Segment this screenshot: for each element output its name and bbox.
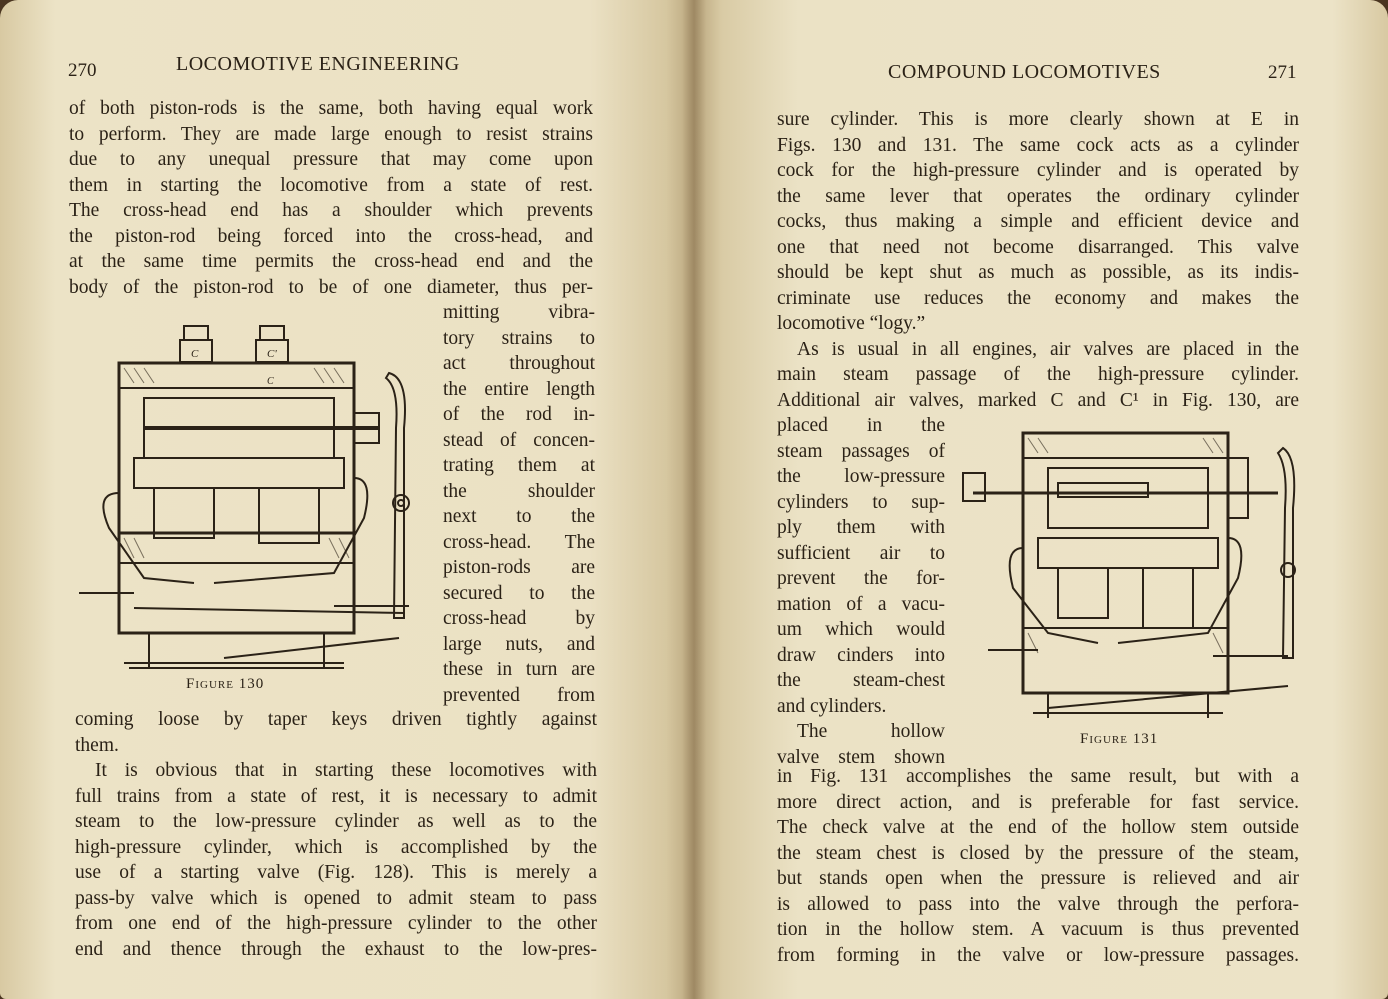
- text-line: secured to the: [443, 582, 595, 604]
- text-line: the low-pressure: [777, 466, 945, 487]
- text-line: mitting vibra-: [443, 302, 595, 323]
- right-page: [694, 0, 1388, 999]
- text-line: prevented from: [443, 684, 595, 706]
- text-line: high-pressure cylinder, which is accomplished by the: [75, 836, 597, 858]
- text-line: use of a starting valve (Fig. 128). This is merely a: [75, 862, 597, 883]
- label-c: C: [191, 348, 199, 360]
- text-line: more direct action, and is preferable for fast service.: [777, 791, 1299, 813]
- text-line: steam passages of: [777, 440, 945, 462]
- text-line: main steam passage of the high-pressure cylinder.: [777, 364, 1299, 385]
- text-line: of both piston-rods is the same, both having equal work: [69, 98, 593, 119]
- text-line: ply them with: [777, 517, 945, 538]
- text-line: due to any unequal pressure that may come upon: [69, 149, 593, 170]
- text-line: to perform. They are made large enough to resist strains: [69, 123, 593, 145]
- text-line: prevent the for-: [777, 568, 945, 589]
- body-text-bottom: [777, 764, 1299, 968]
- text-line: full trains from a state of rest, it is necessary to admit: [75, 785, 597, 807]
- text-line: um which would: [777, 619, 945, 640]
- text-line: the piston-rod being forced into the cross-head, and: [69, 225, 593, 247]
- figure-131-illustration: [958, 428, 1298, 728]
- text-line: the steam-chest: [777, 670, 945, 691]
- cylinder-drawing: [958, 428, 1298, 728]
- text-line: from one end of the high-pressure cylinder to the other: [75, 913, 597, 934]
- text-line: The cross-head end has a shoulder which prevents: [69, 200, 593, 221]
- body-text-top: [777, 107, 1299, 413]
- text-line: It is obvious that in starting these locomotives with: [95, 760, 597, 781]
- text-line: act throughout: [443, 353, 595, 374]
- text-line: The check valve at the end of the hollow stem outside: [777, 817, 1299, 838]
- text-line: cross-head by: [443, 608, 595, 629]
- text-line: piston-rods are: [443, 557, 595, 578]
- text-line: valve stem shown: [777, 746, 945, 768]
- text-line: trating them at: [443, 455, 595, 476]
- text-line: the same lever that operates the ordinary cylinder: [777, 185, 1299, 207]
- text-line: should be kept shut as much as possible, as its indis-: [777, 262, 1299, 283]
- text-line: cocks, thus making a simple and efficient device and: [777, 211, 1299, 232]
- text-line: locomotive “logy.”: [777, 313, 926, 334]
- text-line: stead of concen-: [443, 429, 595, 451]
- text-line: them.: [75, 734, 119, 756]
- text-line: but stands open when the pressure is relieved and air: [777, 868, 1299, 889]
- text-line: body of the piston-rod to be of one diameter, thus per-: [69, 276, 593, 298]
- text-line: the steam chest is closed by the pressure of the steam,: [777, 842, 1299, 864]
- text-line: steam to the low-pressure cylinder as well as to the: [75, 811, 597, 832]
- text-line: from forming in the valve or low-pressure passages.: [777, 944, 1299, 966]
- text-line: cross-head. The: [443, 531, 595, 553]
- text-line: them in starting the locomotive from a state of rest.: [69, 174, 593, 196]
- body-text-bottom: [75, 707, 597, 962]
- text-line: pass-by valve which is opened to admit steam to pass: [75, 887, 597, 909]
- text-line: is allowed to pass into the valve through the perfora-: [777, 893, 1299, 915]
- text-line: As is usual in all engines, air valves are placed in the: [797, 338, 1299, 360]
- text-line: sufficient air to: [777, 542, 945, 564]
- text-line: end and thence through the exhaust to the low-pres-: [75, 938, 597, 960]
- text-line: Additional air valves, marked C and C¹ in Fig. 130, are: [777, 389, 1299, 411]
- body-text-top: [69, 96, 593, 300]
- label-c-prime: C': [267, 348, 277, 360]
- text-line: and cylinders.: [777, 695, 887, 717]
- text-line: Figs. 130 and 131. The same cock acts as a cylinder: [777, 134, 1299, 156]
- running-head: LOCOMOTIVE ENGINEERING: [176, 53, 460, 75]
- text-line: large nuts, and: [443, 633, 595, 655]
- page-number: 270: [68, 60, 97, 81]
- text-line: at the same time permits the cross-head end and the: [69, 251, 593, 272]
- text-line: criminate use reduces the economy and makes the: [777, 287, 1299, 309]
- figure-130-caption: Figure 130: [186, 676, 265, 692]
- text-line: the shoulder: [443, 480, 595, 502]
- text-line: the entire length: [443, 378, 595, 400]
- body-text-side: [443, 300, 595, 708]
- cylinder-drawing: [74, 318, 419, 678]
- text-line: draw cinders into: [777, 644, 945, 666]
- text-line: one that need not become disarranged. This valve: [777, 236, 1299, 258]
- text-line: of the rod in-: [443, 404, 595, 425]
- book-gutter: [682, 0, 706, 999]
- text-line: cock for the high-pressure cylinder and is operated by: [777, 160, 1299, 181]
- text-line: in Fig. 131 accomplishes the same result, but with a: [777, 766, 1299, 787]
- text-line: mation of a vacu-: [777, 593, 945, 615]
- running-head: COMPOUND LOCOMOTIVES: [888, 61, 1161, 83]
- text-line: cylinders to sup-: [777, 491, 945, 513]
- text-line: sure cylinder. This is more clearly shown at E in: [777, 109, 1299, 130]
- text-line: coming loose by taper keys driven tightly against: [75, 709, 597, 730]
- text-line: The hollow: [797, 721, 945, 742]
- text-line: tory strains to: [443, 327, 595, 349]
- text-line: next to the: [443, 506, 595, 527]
- body-text-side: [777, 413, 945, 770]
- text-line: these in turn are: [443, 659, 595, 680]
- figure-131-caption: Figure 131: [1080, 731, 1159, 747]
- text-line: placed in the: [777, 415, 945, 436]
- page-number: 271: [1268, 62, 1297, 83]
- text-line: tion in the hollow stem. A vacuum is thus prevented: [777, 919, 1299, 940]
- label-c-inner: C: [267, 376, 274, 387]
- figure-130-illustration: [74, 318, 419, 678]
